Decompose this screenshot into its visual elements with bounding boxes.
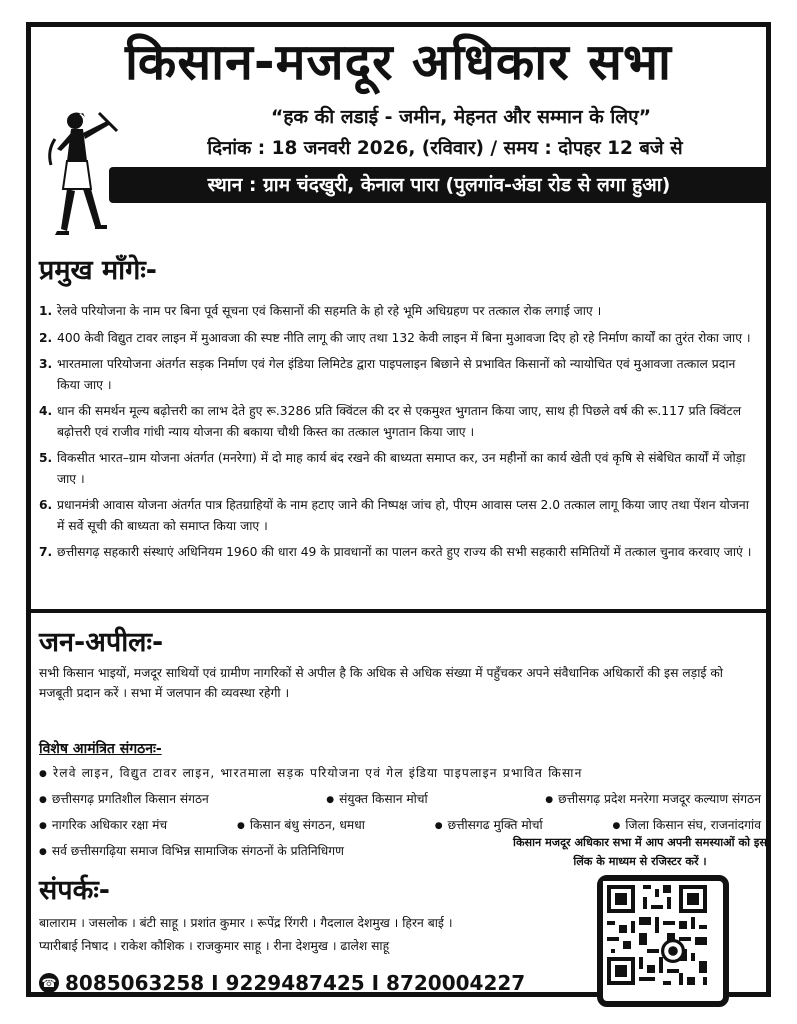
org-item: ● जिला किसान संघ, राजनांदगांव — [613, 813, 761, 839]
org-item: ● रेलवे लाइन, विद्युत टावर लाइन, भारतमाला सड़क परियोजना एवं गेल इंडिया पाइपलाइन प्रभावित किसान — [39, 761, 583, 787]
demand-text: रेलवे परियोजना के नाम पर बिना पूर्व सूचना एवं किसानों की सहमति के हो रहे भूमि अधिग्रहण पर तत्काल रोक लगाई जाए । — [57, 304, 602, 318]
demand-number: 2. — [39, 330, 53, 345]
poster-frame — [26, 22, 771, 997]
demand-text: छत्तीसगढ़ सहकारी संस्थाएं अधिनियम 1960 की धारा 49 के प्रावधानों का पालन करते हुए राज्य की सभी सहकारी समितियों में तत्काल चुनाव करवाए जाएं । — [57, 545, 752, 559]
phone-numbers — [39, 971, 525, 995]
invited-heading: विशेष आमंत्रित संगठनः- — [39, 741, 162, 757]
qr-code[interactable] — [597, 875, 729, 1007]
org-item: ● संयुक्त किसान मोर्चा — [326, 787, 427, 813]
poster-title: किसान-मजदूर अधिकार सभा — [124, 33, 673, 91]
demand-item — [39, 354, 759, 395]
org-row — [39, 761, 761, 787]
org-item: ● छत्तीसगढ मुक्ति मोर्चा — [435, 813, 543, 839]
date-time: दिनांक : 18 जनवरी 2026, (रविवार) / समय : दोपहर 12 बजे से — [207, 138, 683, 159]
demand-number: 4. — [39, 404, 53, 418]
org-item: ● छत्तीसगढ़ प्रदेश मनरेगा मजदूर कल्याण संगठन — [545, 787, 761, 813]
tagline: “हक की लडाई - जमीन, मेहनत और सम्मान के लिए” — [270, 106, 652, 128]
org-row — [39, 787, 761, 813]
demand-item — [39, 328, 759, 349]
demands-heading: प्रमुख माँगेः- — [39, 255, 157, 286]
qr-code-icon — [603, 881, 711, 989]
demand-item — [39, 301, 759, 322]
contact-names — [39, 912, 599, 958]
section-divider — [31, 609, 766, 613]
register-note: किसान मजदूर अधिकार सभा में आप अपनी समस्याओं को इस लिंक के माध्यम से रजिस्टर करें । — [513, 836, 767, 868]
demand-text: 400 केवी विद्युत टावर लाइन में मुआवजा की स्पष्ट नीति लागू की जाए तथा 132 केवी लाइन में बिना मुआवजा दिए हो रहे निर्माण कार्यों का तुरंत रोका जाए । — [57, 330, 751, 345]
org-item: ● सर्व छत्तीसगढ़िया समाज विभिन्न सामाजिक संगठनों के प्रतिनिधिगण — [39, 839, 344, 865]
demand-text: प्रधानमंत्री आवास योजना अंतर्गत पात्र हितग्राहियों के नाम हटाए जाने की निष्पक्ष जांच हो, पीएम आवास प्लस 2.0 तत्काल लागू किया जाए तथा पेंशन योजना में सर्वे सूची की बाध्यता को समाप्त किया जाए । — [57, 498, 749, 533]
demand-item — [39, 401, 759, 442]
appeal-heading: जन-अपीलः- — [39, 627, 164, 658]
demand-text: भारतमाला परियोजना अंतर्गत सड़क निर्माण एवं गेल इंडिया लिमिटेड द्वारा पाइपलाइन बिछाने से प्रभावित किसानों को न्यायोचित एवं मुआवजा तत्काल प्रदान किया जाए । — [57, 357, 736, 392]
phone-icon: ☎ — [39, 973, 59, 993]
appeal-text: सभी किसान भाइयों, मजदूर साथियों एवं ग्रामीण नागरिकों से अपील है कि अधिक से अधिक संख्या में पहुँचकर अपने संवैधानिक अधिकारों की इस लड़ाई को मजबूती प्रदान करें । सभा में जलपान की व्यवस्था रहेगी । — [39, 666, 723, 700]
org-item: ● किसान बंधु संगठन, धमधा — [237, 813, 365, 839]
demand-item — [39, 448, 759, 489]
contact-heading: संपर्कः- — [39, 875, 110, 906]
demand-number: 3. — [39, 357, 53, 371]
contact-line: बालाराम । जसलोक । बंटी साहू । प्रशांत कुमार । रूपेंद्र रिंगरी । गैदलाल देशमुख । हिरन बाई । — [39, 916, 453, 930]
venue-banner: स्थान : ग्राम चंदखुरी, केनाल पारा (पुलगांव-अंडा रोड से लगा हुआ) — [109, 167, 769, 203]
org-item: ● नागरिक अधिकार रक्षा मंच — [39, 813, 167, 839]
demand-number: 1. — [39, 304, 53, 318]
demand-number: 6. — [39, 498, 53, 512]
demand-text: विकसीत भारत–ग्राम योजना अंतर्गत (मनरेगा) में दो माह कार्य बंद रखने की बाध्यता समाप्त कर, उन महीनों का कार्य खेती एवं कृषि से संबेधित कार्यों में जोड़ा जाए । — [57, 451, 746, 486]
demand-item — [39, 542, 759, 563]
demand-number: 7. — [39, 545, 53, 559]
demand-number: 5. — [39, 451, 53, 465]
demand-text: धान की समर्थन मूल्य बढ़ोत्तरी का लाभ देते हुए रू.3286 प्रति क्विंटल की दर से एकमुश्त भुगतान किया जाए, साथ ही पिछले वर्ष की रू.117 प्रति क्विंटल बढ़ोत्तरी एवं राजीव गांधी न्याय योजना की बकाया चौथी किस्त का तत्काल भुगतान किया जाए । — [57, 404, 742, 439]
contact-line: प्यारीबाई निषाद । राकेश कौशिक । राजकुमार साहू । रीना देशमुख । ढालेश साहू — [39, 939, 390, 953]
phone-list: 8085063258 I 9229487425 I 8720004227 — [65, 971, 526, 995]
org-item: ● छत्तीसगढ़ प्रगतिशील किसान संगठन — [39, 787, 209, 813]
demands-list — [39, 301, 759, 569]
demand-item — [39, 495, 759, 536]
